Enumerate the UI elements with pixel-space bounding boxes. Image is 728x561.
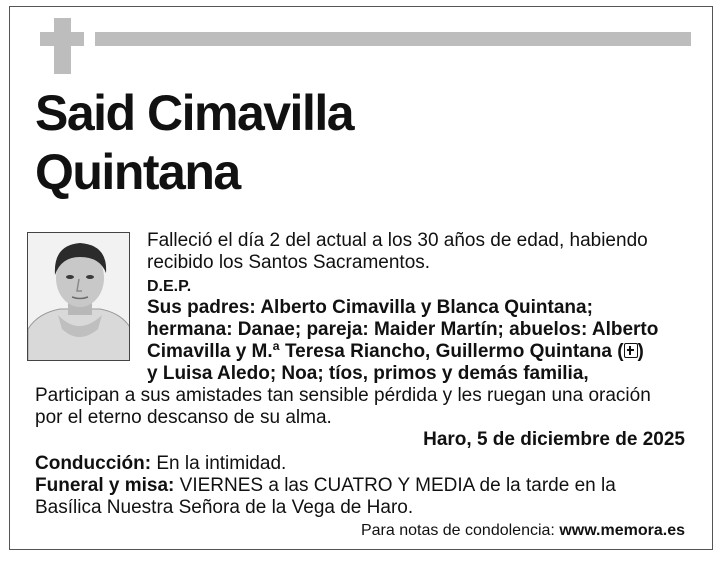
funeral-line-2: Basílica Nuestra Señora de la Vega de Haro. (35, 497, 414, 518)
family-line-4: y Luisa Aledo; Noa; tíos, primos y demás familia, (147, 363, 589, 384)
family-line-3 (147, 341, 644, 363)
family-line-2: hermana: Danae; pareja: Maider Martín; abuelos: Alberto (147, 319, 659, 340)
participate-line-2: por el eterno descanso de su alma. (35, 407, 332, 428)
funeral-value-1: VIERNES a las CUATRO Y MEDIA de la tarde en la (174, 475, 616, 496)
family-line-3-close: ) (637, 341, 644, 362)
condolence-site-link[interactable]: www.memora.es (559, 522, 685, 539)
deceased-cross-icon (624, 343, 638, 358)
portrait-illustration (28, 233, 130, 361)
conduccion-label: Conducción: (35, 453, 152, 474)
intro-line-2: recibido los Santos Sacramentos. (147, 252, 431, 273)
conduccion (35, 453, 286, 475)
family-line-1: Sus padres: Alberto Cimavilla y Blanca Quintana; (147, 297, 593, 318)
name-line-2: Quintana (35, 144, 240, 200)
participate-line-1: Participan a sus amistades tan sensible pérdida y les ruegan una oración (35, 385, 651, 406)
intro-line-1: Falleció el día 2 del actual a los 30 años de edad, habiendo (147, 230, 648, 251)
name-line-1: Said Cimavilla (35, 85, 354, 141)
dep-label: D.E.P. (147, 278, 192, 295)
funeral-line-1 (35, 475, 616, 497)
deceased-name (35, 84, 353, 202)
place-date: Haro, 5 de diciembre de 2025 (423, 429, 685, 450)
cross-icon-arm (40, 32, 84, 46)
family-line-3-text: Cimavilla y M.ª Teresa Riancho, Guillermo Quintana ( (147, 341, 624, 362)
conduccion-value: En la intimidad. (151, 453, 287, 474)
condolence-line (361, 520, 685, 542)
funeral-label: Funeral y misa: (35, 475, 175, 496)
header-bar (95, 32, 691, 46)
portrait-photo (27, 232, 130, 361)
cross-icon (54, 18, 71, 74)
condolence-prefix: Para notas de condolencia: (360, 522, 560, 539)
